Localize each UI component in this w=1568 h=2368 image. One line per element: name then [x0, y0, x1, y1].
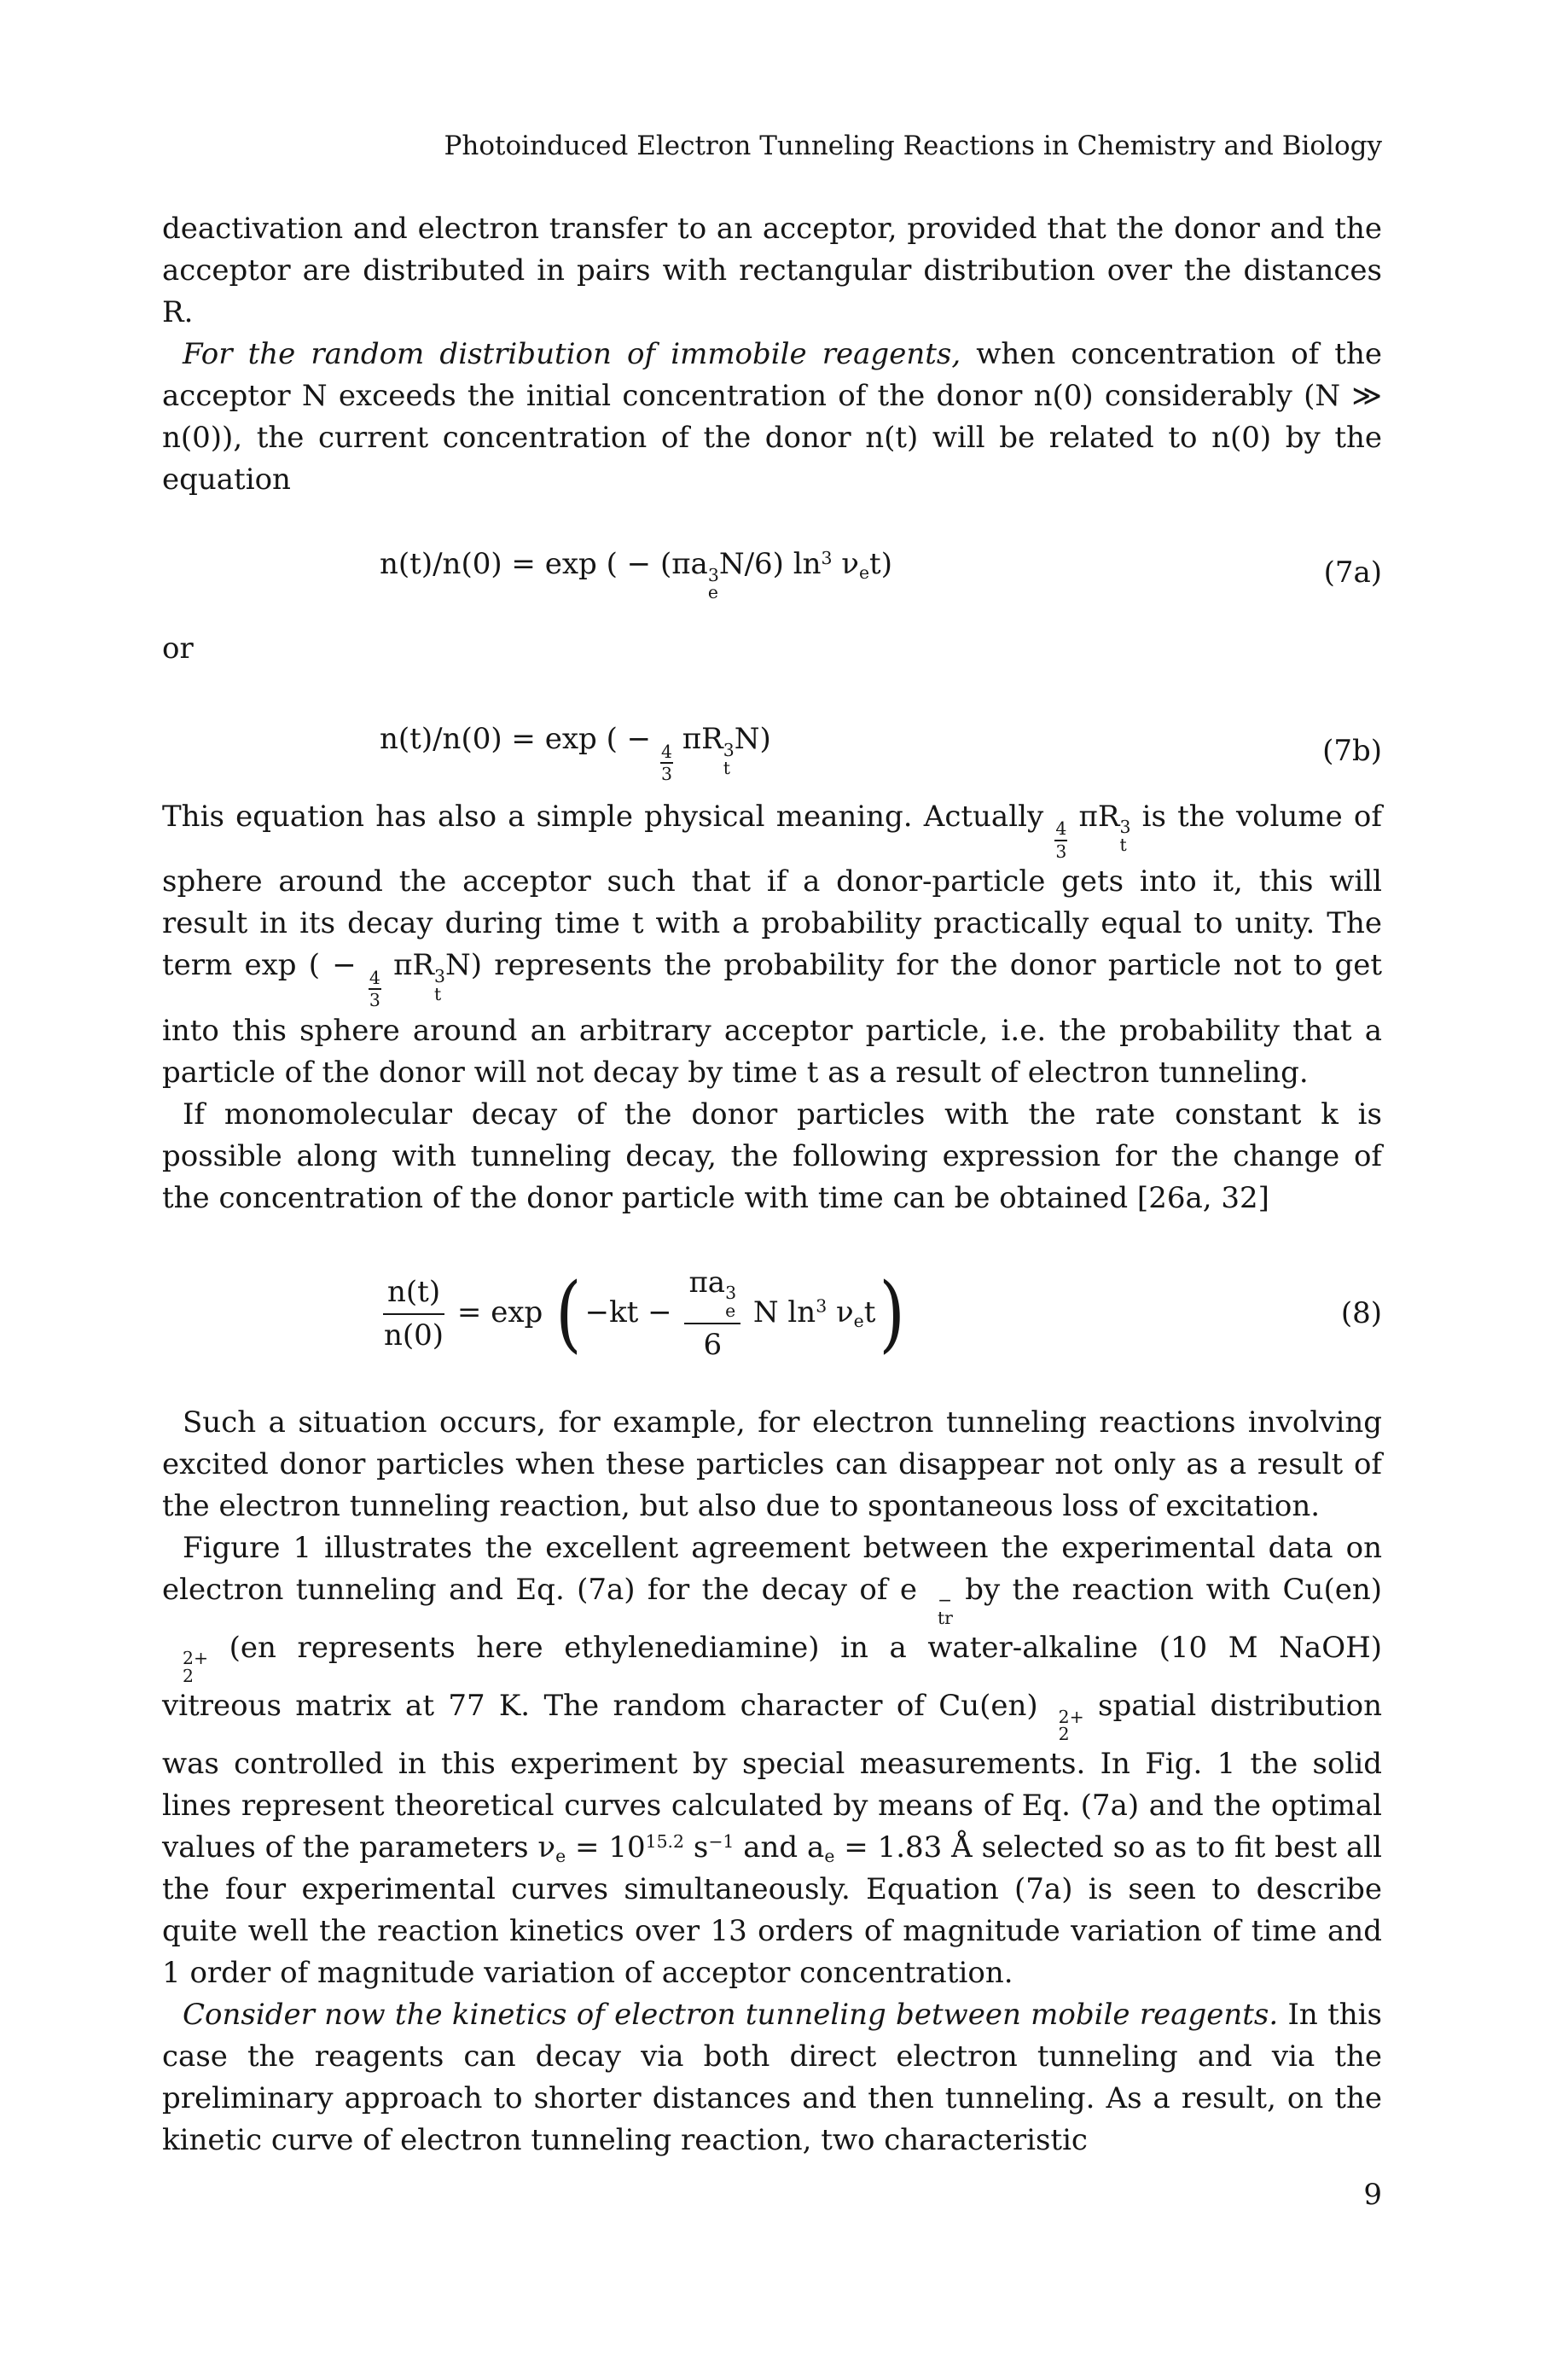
- paragraph-5: Such a situation occurs, for example, for electron tunneling reactions involving excited donor particles when these particles can disappear not only as a result of the electron tunneling reaction, but also due to spontaneous loss of excitation.: [162, 1405, 1382, 1523]
- subscript: e: [824, 1846, 835, 1867]
- paragraph-3: [162, 796, 1382, 1094]
- paragraph-7: [162, 1994, 1382, 2161]
- text-run: ν: [832, 547, 859, 581]
- text-run: πa: [688, 1265, 726, 1300]
- equation-8: [162, 1250, 1382, 1378]
- paragraph-4: If monomolecular decay of the donor particles with the rate constant k is possible along with tunneling decay, the following expression for the change of the concentration of the donor particle with time can be obtained [26a, 32]: [162, 1097, 1382, 1215]
- text-run: n(t)/n(0) = exp ( −: [380, 722, 660, 757]
- equation-7a: [162, 544, 1382, 602]
- text-run: n(t)/n(0) = exp ( − (πa: [380, 547, 708, 581]
- subscript: e: [555, 1846, 566, 1867]
- supsub-R3t: 3 t: [1119, 817, 1131, 856]
- text-run: = exp: [448, 1295, 553, 1329]
- fraction-4-3: $\frac{4}{3}$: [1055, 818, 1067, 862]
- supsub-R3t: 3 t: [434, 965, 446, 1004]
- text-run: This equation has also a simple physical meaning. Actually: [162, 799, 1055, 834]
- text-run: when concentration of the acceptor N exceeds the initial concentration of the donor n(0) considerably (N ≫ n(0)), the current concentration of the donor n(t) will be related to n(0) by the equation: [162, 337, 1382, 497]
- supsub-a3e: 3 e: [725, 1283, 737, 1322]
- page-number: 9: [1363, 2178, 1382, 2212]
- subscript: e: [858, 562, 870, 584]
- equation-7a-body: [380, 544, 1324, 602]
- supsub-cuen2: 2+ 2: [1058, 1706, 1084, 1745]
- equation-7b: [162, 719, 1382, 783]
- italic-lead: For the random distribution of immobile reagents,: [183, 337, 961, 371]
- text-run: by the reaction with Cu(en): [952, 1572, 1383, 1607]
- text-run: N): [734, 722, 771, 757]
- text-run: t): [869, 547, 892, 581]
- paragraph-1: deactivation and electron transfer to an acceptor, provided that the donor and the acceptor are distributed in pairs with rectangular distribution over the distances R.: [162, 212, 1382, 329]
- text-run: s: [684, 1830, 709, 1865]
- fraction-4-3: $\frac{4}{3}$: [369, 967, 380, 1011]
- text-run: In this case the reagents can decay via both direct electron tunneling and via the preliminary approach to shorter distances and then tunneling. As a result, on the kinetic curve of electron tunneling reaction, two characteristic: [162, 1998, 1383, 2158]
- text-run: πR: [1067, 799, 1120, 834]
- running-title: Photoinduced Electron Tunneling Reactions in Chemistry and Biology: [444, 131, 1382, 161]
- subscript: e: [853, 1310, 864, 1331]
- superscript: 3: [821, 547, 833, 568]
- text-run: t: [863, 1295, 876, 1329]
- paragraph-2: [162, 334, 1382, 501]
- text-run: spatial distribution was controlled in this experiment by special measurements. In Fig. 1 the solid lines represent theoretical curves calculated by means of Eq. (7a) and the optimal values of the parameters ν: [162, 1688, 1382, 1865]
- text-run: N) represents the probability for the donor particle not to get into this sphere around an arbitrary acceptor particle, i.e. the probability that a particle of the donor will not decay by time t as a result of electron tunneling.: [162, 948, 1382, 1090]
- text-run: N/6) ln: [718, 547, 822, 581]
- equation-7b-label: (7b): [1322, 733, 1382, 768]
- equation-8-label: (8): [1340, 1296, 1382, 1331]
- equation-7a-label: (7a): [1323, 555, 1382, 590]
- fraction-pia3e-6: πa 3 e 6: [684, 1265, 740, 1364]
- equation-8-body: $\frac{n(t)}{n(0)}$ = exp ( −kt − πa 3 e 6 N $\ln^3 \nu_et$): [384, 1265, 905, 1362]
- text-run: πR: [380, 948, 435, 983]
- text-run: ν: [827, 1295, 854, 1329]
- equation-7b-body: [380, 719, 1322, 783]
- text-run: = 10: [566, 1830, 646, 1865]
- supsub-etr: − tr: [937, 1590, 953, 1628]
- text-run: −kt −: [584, 1295, 682, 1329]
- text-run: N ln: [744, 1295, 816, 1329]
- text-column: [162, 208, 1382, 2161]
- text-run: = 1.83 Å selected so as to fit best all the four experimental curves simultaneously. Equation (7a) is seen to describe quite well the reaction kinetics over 13 orders of magnitude variation of time and 1 order of magnitude variation of acceptor concentration.: [162, 1830, 1382, 1991]
- superscript: −1: [708, 1830, 735, 1852]
- text-run: (en represents here ethylenediamine) in a water-alkaline (10 M NaOH) vitreous matrix at 77 K. The random character of Cu(en): [162, 1630, 1382, 1723]
- supsub-R3t: 3 t: [723, 739, 735, 778]
- text-run: πR: [672, 722, 723, 757]
- fraction-4-3: $\frac{4}{3}$: [660, 741, 672, 785]
- word-or: or: [162, 631, 194, 666]
- text-run: Figure 1 illustrates the excellent agreement between the experimental data on electron tunneling and Eq. (7a) for the decay of e: [162, 1530, 1382, 1607]
- paragraph-6: [162, 1527, 1382, 1995]
- text-run: and a: [734, 1830, 825, 1865]
- superscript: 15.2: [645, 1830, 685, 1852]
- fraction-nt-n0: $\frac{n(t)}{n(0)}$: [384, 1275, 444, 1353]
- supsub-a3e: 3 e: [707, 564, 719, 603]
- supsub-cuen2: 2+ 2: [183, 1648, 209, 1687]
- text-run: is the volume of sphere around the acceptor such that if a donor-particle gets into it, this will result in its decay during time t with a probability practically equal to unity. The term exp ( −: [162, 799, 1382, 983]
- superscript: 3: [816, 1295, 828, 1317]
- italic-lead: Consider now the kinetics of electron tunneling between mobile reagents.: [183, 1998, 1279, 2033]
